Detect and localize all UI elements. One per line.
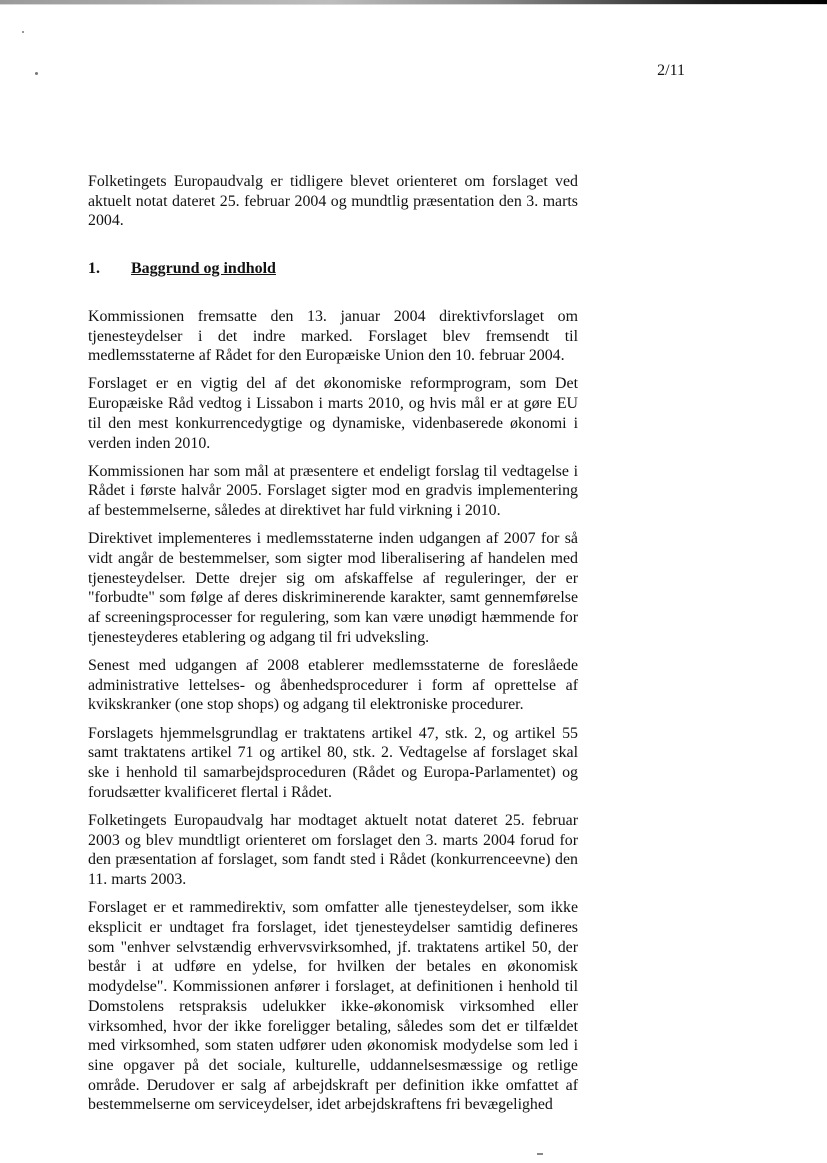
section-heading xyxy=(88,259,578,279)
body-paragraph: Senest med udgangen af 2008 etablerer medlemsstaterne de foreslåede administrative lettelses- og åbenhedsprocedurer i form af oprettelse af kvikskranker (one stop shops) og adgang til elektroniske procedurer. xyxy=(88,657,578,714)
scan-speck xyxy=(35,72,38,75)
document-body xyxy=(88,172,578,1124)
body-paragraph: Forslaget er en vigtig del af det økonomiske reformprogram, som Det Europæiske Råd vedtog i Lissabon i marts 2010, og hvis mål er at gøre EU til den mest konkurrencedygtige og dynamiske, videnbaserede økonomi i verden inden 2010. xyxy=(88,375,578,452)
section-title: Baggrund og indhold xyxy=(131,260,276,278)
body-paragraph: Forslagets hjemmelsgrundlag er traktatens artikel 47, stk. 2, og artikel 55 samt traktatens artikel 71 og artikel 80, stk. 2. Vedtagelse af forslaget skal ske i henhold til samarbejdsproceduren (Rådet og Europa-Parlamentet) og forudsætter kvalificeret flertal i Rådet. xyxy=(88,724,578,801)
page-number: 2/11 xyxy=(657,62,685,79)
scan-edge-top-thin xyxy=(0,4,827,5)
body-paragraph: Kommissionen har som mål at præsentere et endeligt forslag til vedtagelse i Rådet i første halvår 2005. Forslaget sigter mod en gradvis implementering af bestemmelserne, således at direktivet har fuld virkning i 2010. xyxy=(88,462,578,520)
scan-mark xyxy=(537,1153,543,1155)
body-paragraph: Kommissionen fremsatte den 13. januar 2004 direktivforslaget om tjenesteydelser i det indre marked. Forslaget blev fremsendt til medlemsstaterne af Rådet for den Europæiske Union den 10. februar 2004. xyxy=(88,307,578,365)
intro-paragraph: Folketingets Europaudvalg er tidligere blevet orienteret om forslaget ved aktuelt notat dateret 25. februar 2004 og mundtlig præsentation den 3. marts 2004. xyxy=(88,173,578,230)
body-paragraph: Direktivet implementeres i medlemsstaterne inden udgangen af 2007 for så vidt angår de bestemmelser, som sigter mod liberalisering af handelen med tjenesteydelser. Dette drejer sig om afskaffelse af reguleringer, der er "forbudte" som følge af deres diskriminerende karakter, samt gennemførelse af screeningsprocesser for regulering, som kan være unødigt hæmmende for tjenesteyderes etablering og adgang til fri udveksling. xyxy=(88,530,578,646)
section-number: 1. xyxy=(88,260,100,278)
body-paragraph: Forslaget er et rammedirektiv, som omfatter alle tjenesteydelser, som ikke eksplicit er undtaget fra forslaget, idet tjenesteydelser samtidig defineres som "enhver selvstændig erhvervsvirksomhed, jf. traktatens artikel 50, der består i at udføre en ydelse, for hvilken der betales en økonomisk modydelse". Kommissionen anfører i forslaget, at definitionen i henhold til Domstolens retspraksis udelukker ikke-økonomisk virksomhed eller virksomhed, hvor der ikke foreligger betaling, således som det er tilfældet med virksomhed, som staten udfører uden økonomisk modydelse som led i sine opgaver på det sociale, kulturelle, uddannelsesmæssige og retlige område. Derudover er salg af arbejdskraft per definition ikke omfattet af bestemmelserne om serviceydelser, idet arbejdskraftens fri bevægelighed xyxy=(88,899,578,1114)
scan-speck xyxy=(22,31,24,33)
body-paragraph: Folketingets Europaudvalg har modtaget aktuelt notat dateret 25. februar 2003 og blev mundtligt orienteret om forslaget den 3. marts 2004 forud for den præsentation af forslaget, som fandt sted i Rådet (konkurrenceevne) den 11. marts 2003. xyxy=(88,811,578,889)
